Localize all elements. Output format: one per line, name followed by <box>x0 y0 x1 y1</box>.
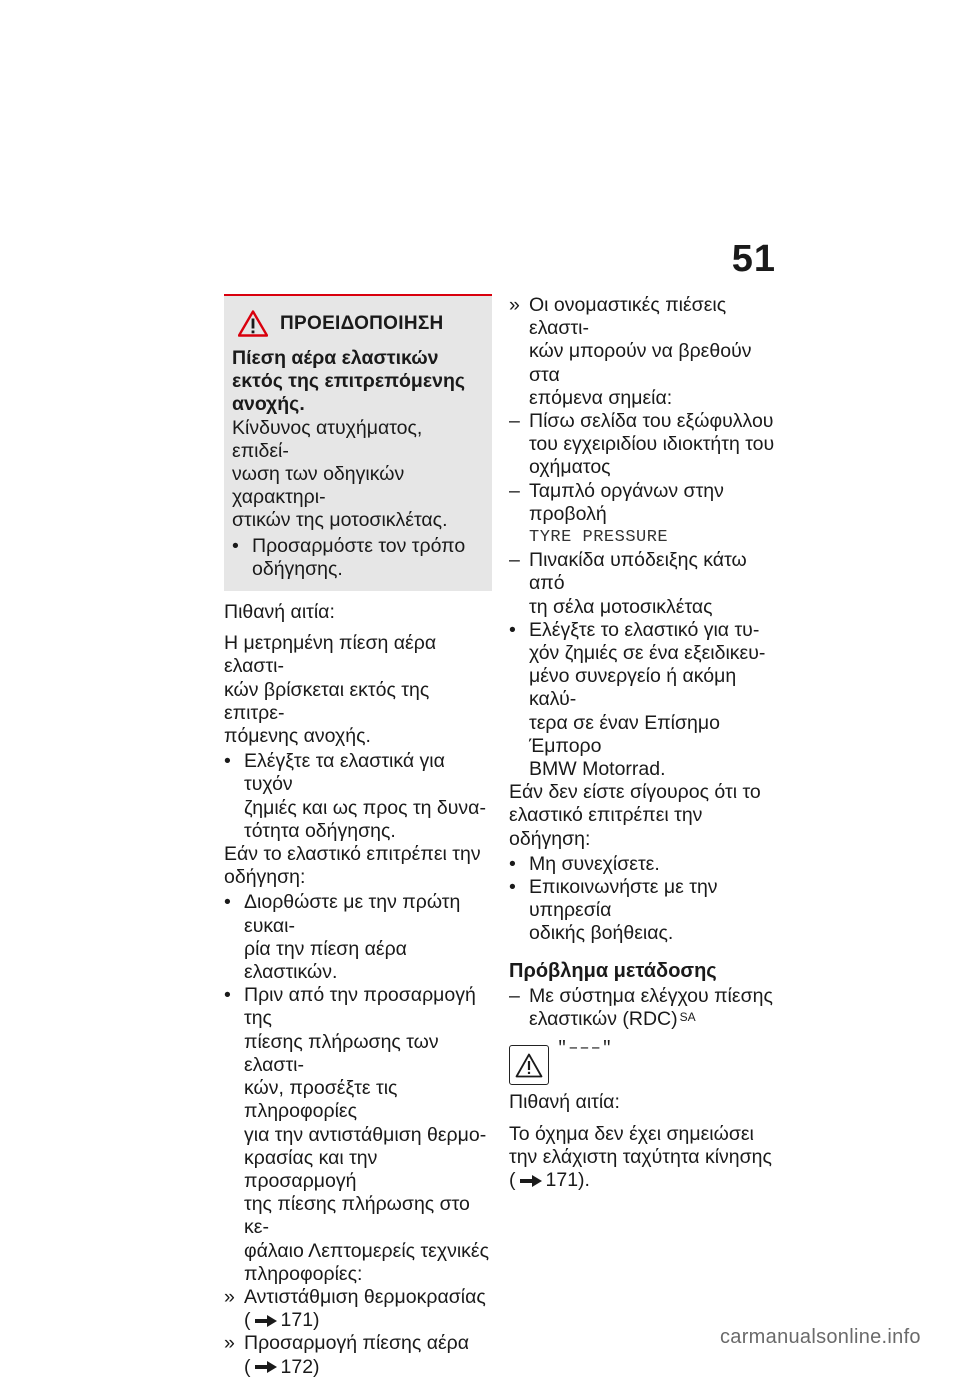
text-line: μένο συνεργείο ή ακόμη καλύ- <box>529 665 737 711</box>
text-line: της πίεσης πλήρωσης στο κε- <box>244 1193 470 1239</box>
crossref-page: ( 172) <box>244 1355 320 1378</box>
text-line: Προσαρμόστε τον τρόπο <box>252 534 466 557</box>
text-line: Πίσω σελίδα του εξώφυλλου <box>529 410 774 433</box>
chevron-right-icon: » <box>224 1332 235 1355</box>
bullet-marker: • <box>224 750 231 773</box>
text-line: φάλαιο Λεπτομερείς τεχνικές <box>244 1239 490 1262</box>
text-line: για την αντιστάθμιση θερμο- <box>244 1123 487 1146</box>
page-ref: 172 <box>280 1355 314 1378</box>
left-column <box>224 294 492 1379</box>
condition-text <box>224 843 492 889</box>
text-line: Διορθώστε με την πρώτη ευκαι- <box>244 891 461 937</box>
special-equipment-superscript: SA <box>679 1010 696 1025</box>
bullet-marker: • <box>509 618 516 641</box>
text-line: στικών της μοτοσικλέτας. <box>232 509 448 532</box>
warning-header <box>232 310 480 337</box>
text-line: πληροφορίες: <box>244 1262 363 1285</box>
text-line: κών μπορούν να βρεθούν στα <box>529 340 752 386</box>
bullet-roadside-assistance <box>509 876 784 946</box>
text-line: ρία την πίεση αέρα ελαστικών. <box>244 937 407 984</box>
text-line <box>529 1008 784 1031</box>
page-ref: 171 <box>545 1168 579 1191</box>
right-column <box>509 294 784 1194</box>
text-line: Με σύστημα ελέγχου πίεσης <box>529 984 773 1007</box>
bullet-before-adjust <box>224 984 492 1286</box>
text-line: Το όχημα δεν έχει σημειώσει <box>509 1122 754 1145</box>
dash-marker: – <box>509 479 520 502</box>
dash-marker: – <box>509 984 520 1007</box>
cause-text <box>224 632 492 748</box>
text-line: τη σέλα μοτοσικλέτας <box>529 595 713 618</box>
cause-label: Πιθανή αιτία: <box>509 1091 620 1114</box>
bullet-do-not-continue <box>509 853 784 876</box>
condition-text <box>509 781 784 851</box>
text-line: του εγχειριδίου ιδιοκτήτη του <box>529 433 775 456</box>
text-line: Εάν δεν είστε σίγουρος ότι το <box>509 781 761 804</box>
page-reference-arrow-icon <box>255 1315 277 1327</box>
cause-text <box>509 1123 784 1193</box>
text-line: νωση των οδηγικών χαρακτηρι- <box>232 463 405 509</box>
dash-item-seat-label <box>509 549 784 619</box>
page-reference-arrow-icon <box>520 1175 542 1187</box>
text-line: πόμενης ανοχής. <box>224 725 371 748</box>
bullet-workshop <box>509 619 784 781</box>
text-line: πίεσης πλήρωσης των ελαστι- <box>244 1030 439 1076</box>
warning-box <box>224 294 492 591</box>
text-line: Η μετρημένη πίεση αέρα ελαστι- <box>224 632 437 678</box>
bullet-check-tyres <box>224 750 492 843</box>
dash-marker: – <box>509 410 520 433</box>
intro-item <box>509 294 784 410</box>
text-line: Εάν το ελαστικό επιτρέπει την <box>224 843 481 866</box>
crossref-page: ( 171) <box>244 1309 320 1332</box>
page-number: 51 <box>731 238 776 280</box>
text-line: Ταμπλό οργάνων στην προβολή <box>529 479 724 525</box>
text-line: Πίεση αέρα ελαστικών <box>232 347 439 369</box>
text-line: επόμενα σημεία: <box>529 386 673 409</box>
text-line: ελαστικό επιτρέπει την οδήγηση: <box>509 804 703 850</box>
text-line: τερα σε έναν Επίσημο Έμπορο <box>529 711 720 757</box>
dash-marker: – <box>509 549 520 572</box>
chevron-right-icon: » <box>509 294 520 316</box>
text-line: Οι ονομαστικές πιέσεις ελαστι- <box>529 294 727 340</box>
text-span: ελαστικών (RDC) <box>529 1008 678 1031</box>
chevron-right-icon: » <box>224 1285 235 1308</box>
page-reference-arrow-icon <box>255 1361 277 1373</box>
text-line: κών, προσέξτε τις πληροφορίες <box>244 1077 398 1123</box>
crossref-label: Αντιστάθμιση θερμοκρασίας <box>244 1285 486 1308</box>
warning-triangle-icon <box>238 310 268 337</box>
text-line: Ελέγξτε τα ελαστικά για τυχόν <box>244 750 445 796</box>
warning-triangle-icon <box>515 1053 543 1078</box>
bullet-correct-pressure <box>224 891 492 984</box>
bullet-marker: • <box>224 891 231 914</box>
section-heading: Πρόβλημα μετάδοσης <box>509 959 717 982</box>
page-ref: 171 <box>280 1309 314 1332</box>
display-text: TYRE PRESSURE <box>529 528 669 548</box>
dash-item-rear-cover <box>509 410 784 480</box>
bullet-marker: • <box>232 534 239 557</box>
rdc-indicator-row <box>509 1039 784 1085</box>
text-line: Πριν από την προσαρμογή της <box>244 984 476 1030</box>
bullet-marker: • <box>509 852 516 875</box>
text-line: οχήματος <box>529 456 611 479</box>
text-line: Μη συνεχίσετε. <box>529 852 660 875</box>
rdc-display-value: "–––" <box>557 1039 614 1059</box>
text-line: τότητα οδήγησης. <box>244 819 396 842</box>
text-line: ζημιές και ως προς τη δυνα- <box>244 796 486 819</box>
text-line: κών βρίσκεται εκτός της επιτρε- <box>224 678 430 724</box>
watermark-footer: carmanualsonline.info <box>720 1326 921 1348</box>
text-line: την ελάχιστη ταχύτητα κίνησης <box>509 1145 772 1168</box>
text-line: ανοχής. <box>232 393 305 416</box>
bullet-marker: • <box>224 984 231 1007</box>
crossref-pressure[interactable] <box>224 1332 492 1378</box>
text-line: Επικοινωνήστε με την υπηρεσία <box>529 876 718 922</box>
dash-item-rdc <box>509 985 784 1031</box>
crossref-label: Προσαρμογή πίεσης αέρα <box>244 1332 470 1355</box>
warning-light-icon <box>509 1045 549 1085</box>
text-line: Πινακίδα υπόδειξης κάτω από <box>529 549 747 595</box>
warning-subtitle <box>232 347 480 417</box>
text-line: Ελέγξτε το ελαστικό για τυ- <box>529 618 760 641</box>
text-line: εκτός της επιτρεπόμενης <box>232 370 466 393</box>
cause-label: Πιθανή αιτία: <box>224 601 335 624</box>
text-line: κρασίας και την προσαρμογή <box>244 1146 378 1192</box>
text-line: χόν ζημιές σε ένα εξειδικευ- <box>529 642 766 665</box>
text-line: οδικής βοήθειας. <box>529 922 674 945</box>
text-line: οδήγηση: <box>224 866 306 889</box>
text-line: Κίνδυνος ατυχήματος, επιδεί- <box>232 416 423 462</box>
crossref-page[interactable]: ( 171). <box>509 1168 590 1191</box>
crossref-temperature[interactable] <box>224 1286 492 1332</box>
dash-item-instrument-panel <box>509 480 784 550</box>
bullet-marker: • <box>509 876 516 899</box>
warning-title: ΠΡΟΕΙΔΟΠΟΙΗΣΗ <box>280 312 444 334</box>
text-line: οδήγησης. <box>252 557 343 580</box>
warning-bullet <box>232 535 480 581</box>
text-line: BMW Motorrad. <box>529 758 666 781</box>
warning-body <box>232 417 480 533</box>
